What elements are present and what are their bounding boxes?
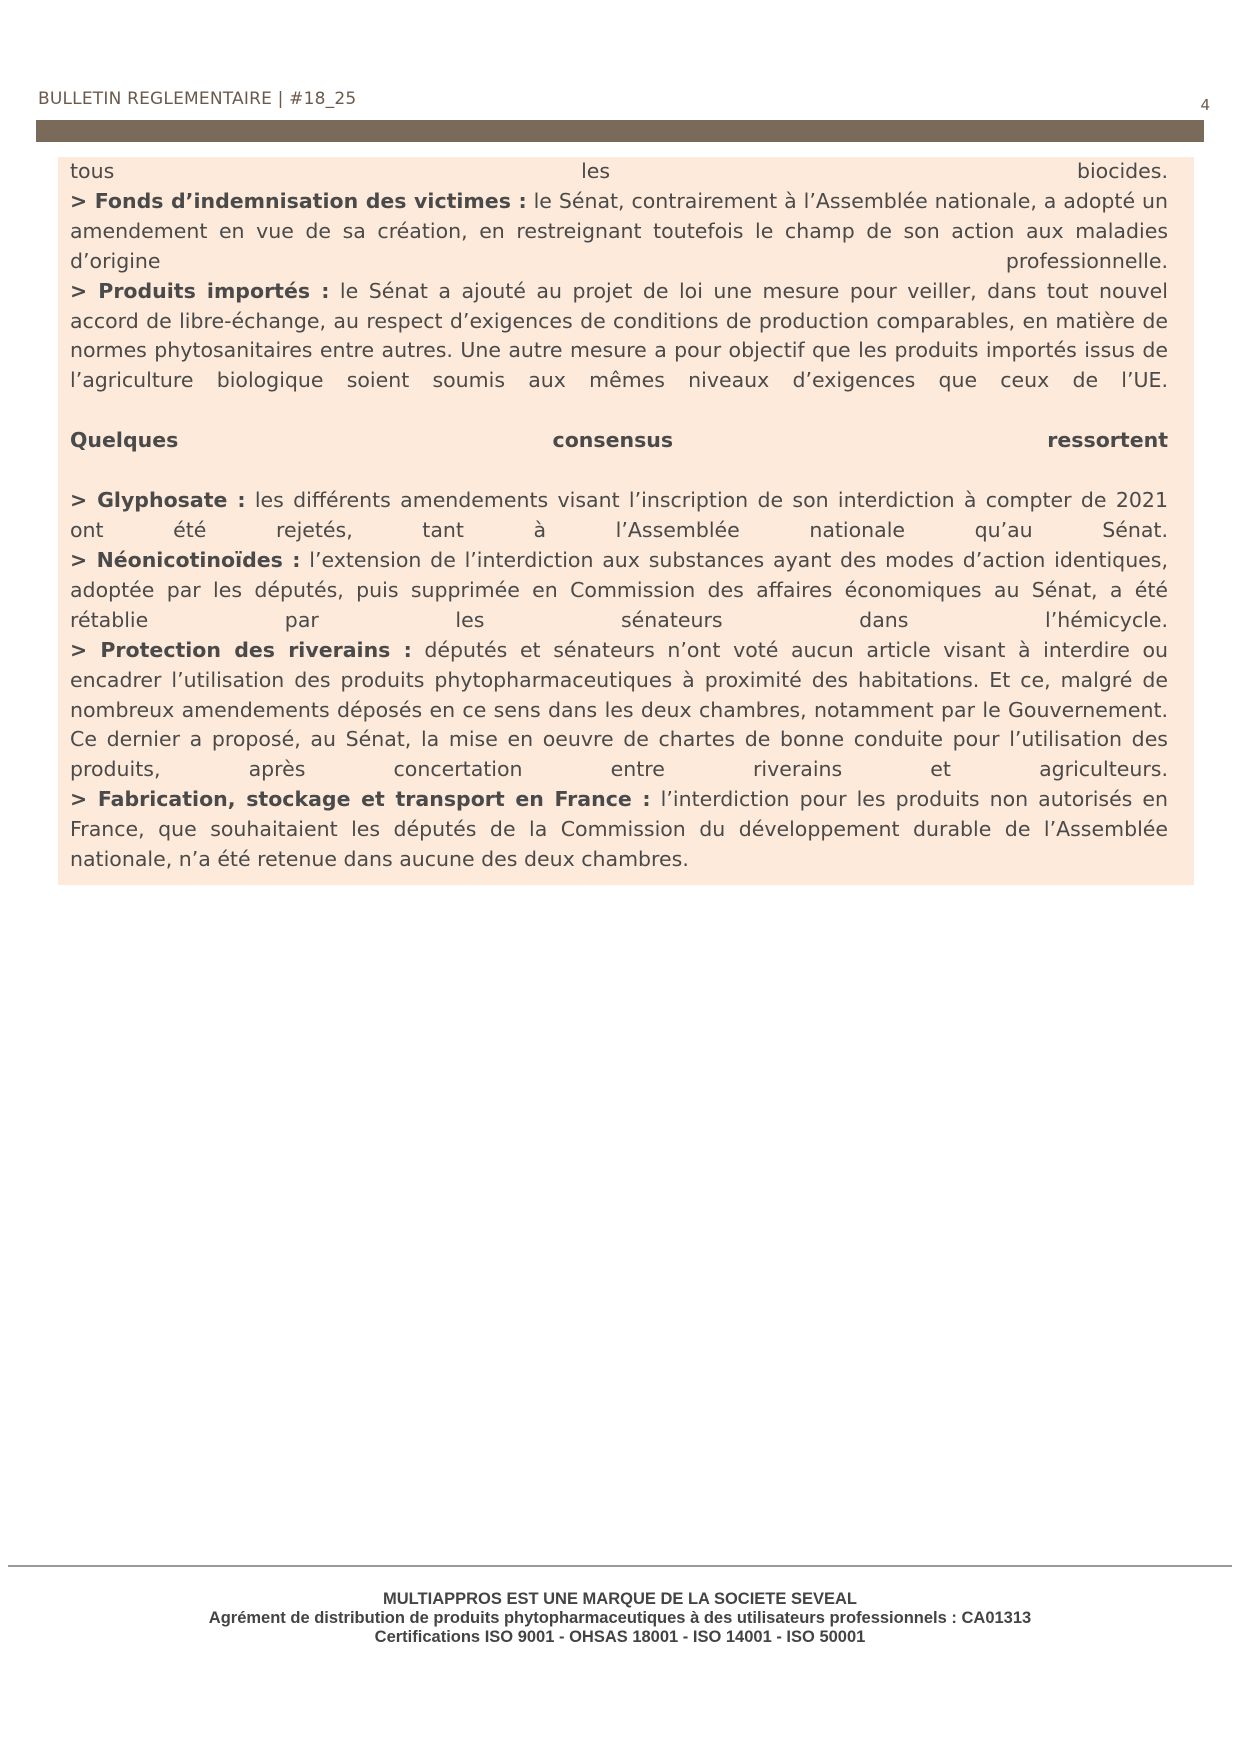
- header-bar: [36, 120, 1204, 142]
- section-title: Quelques consensus ressortent: [70, 428, 1168, 453]
- text-produits: le Sénat a ajouté au projet de loi une mesure pour veiller, dans tout nouvel accord de libre-échange, au respect d’exigences de conditions de production comparables, en matière de normes phytosanitaires entre autres. Une autre mesure a pour objectif que les produits importés issus de l’agriculture biologique soient soumis aux mêmes niveaux d’exigences que ceux de l’UE.: [70, 278, 1168, 393]
- lead-glyphosate: > Glyphosate :: [70, 488, 246, 513]
- footer-agrement-line: Agrément de distribution de produits phytopharmaceutiques à des utilisateurs professionnels : CA01313: [208, 1609, 1032, 1627]
- page-number: 4: [1200, 96, 1210, 114]
- lead-produits: > Produits importés :: [70, 278, 330, 303]
- lead-fabrication: > Fabrication, stockage et transport en France :: [70, 787, 651, 812]
- text-fonds: le Sénat, contrairement à l’Assemblée nationale, a adopté un amendement en vue de sa création, en restreignant toutefois le champ de son action aux maladies d’origine professionnelle.: [70, 188, 1168, 273]
- footer-company-line: MULTIAPPROS EST UNE MARQUE DE LA SOCIETE SEVEAL: [383, 1590, 857, 1608]
- text-riverains: députés et sénateurs n’ont voté aucun article visant à interdire ou encadrer l’utilisation des produits phytopharmaceutiques à proximité des habitations. Et ce, malgré de nombreux amendements déposés en ce sens dans les deux chambres, notamment par le Gouvernement. Ce dernier a proposé, au Sénat, la mise en oeuvre de chartes de bonne conduite pour l’utilisation des produits, après concertation entre riverains et agriculteurs.: [70, 637, 1168, 782]
- paragraph-fonds: [70, 187, 1168, 277]
- paragraph-glyphosate: [70, 486, 1168, 546]
- text-neonicotinoides: l’extension de l’interdiction aux substances ayant des modes d’action identiques, adoptée par les députés, puis supprimée en Commission des affaires économiques au Sénat, a été rétablie par les sénateurs dans l’hémicycle.: [70, 547, 1168, 632]
- lead-riverains: > Protection des riverains :: [70, 637, 412, 662]
- spacer: [70, 396, 1168, 426]
- paragraph-produits: [70, 277, 1168, 397]
- spacer: [70, 456, 1168, 486]
- lead-neonicotinoides: > Néonicotinoïdes :: [70, 547, 301, 572]
- paragraph-riverains: [70, 636, 1168, 786]
- bulletin-title: BULLETIN REGLEMENTAIRE | #18_25: [38, 89, 357, 109]
- footer-divider: [8, 1565, 1232, 1567]
- carryover-line: tous les biocides.: [70, 159, 1168, 183]
- paragraph-fabrication: [70, 785, 1168, 875]
- paragraph-neonicotinoides: [70, 546, 1168, 636]
- text-fabrication: l’interdiction pour les produits non autorisés en France, que souhaitaient les députés de la Commission du développement durable de l’Assemblée nationale, n’a été retenue dans aucune des deux chambres.: [70, 787, 1168, 872]
- lead-fonds: > Fonds d’indemnisation des victimes :: [70, 188, 527, 213]
- footer-certifications-line: Certifications ISO 9001 - OHSAS 18001 - ISO 14001 - ISO 50001: [374, 1628, 866, 1646]
- footer: [0, 1590, 1240, 1647]
- content-box: [58, 157, 1194, 885]
- text-glyphosate: les différents amendements visant l’inscription de son interdiction à compter de 2021 ont été rejetés, tant à l’Assemblée nationale qu’au Sénat.: [70, 488, 1168, 543]
